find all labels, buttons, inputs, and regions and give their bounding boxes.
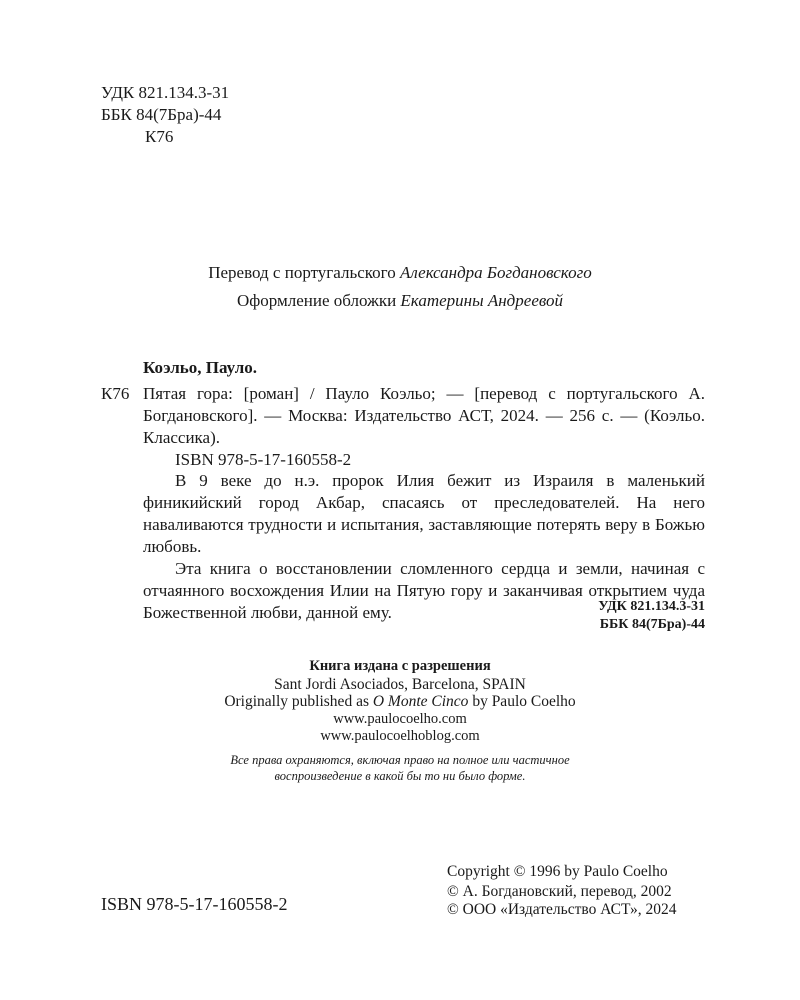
catalog-isbn: ISBN 978-5-17-160558-2 (175, 450, 352, 469)
blog-link: www.paulocoelhoblog.com (320, 728, 480, 744)
annotation-paragraph: Эта книга о восстановлении сломленного сердца и земли, начиная с отчаянного восхождения Илии на Пятую гору и заканчивая открытием чуда Божественной любви, данной ему. (143, 559, 705, 622)
all-rights-reserved (0, 752, 800, 784)
udk-code: УДК 821.134.3-31 (101, 83, 230, 102)
cover-designer-name: Екатерины Андреевой (400, 291, 564, 310)
catalog-udk: УДК 821.134.3-31 (598, 599, 705, 614)
cover-credit (0, 290, 800, 312)
all-rights-line: воспроизведение в какой бы то ни было форме. (274, 769, 526, 783)
original-title: O Monte Cinco (372, 693, 469, 710)
original-suffix: by Paulo Coelho (468, 693, 576, 710)
website-link: www.paulocoelho.com (333, 711, 467, 727)
catalog-author-heading: Коэльо, Пауло. (143, 358, 257, 377)
translation-prefix: Перевод с португальского (208, 263, 400, 282)
bbk-code: ББК 84(7Бра)-44 (101, 105, 222, 124)
author-mark: К76 (145, 127, 174, 146)
cover-prefix: Оформление обложки (236, 291, 401, 310)
annotation-paragraph: В 9 веке до н.э. пророк Илия бежит из Израиля в маленький финикийский город Акбар, спасаясь от преследователей. На него наваливаются трудности и испытания, заставляющие потерять веру в Божью любовь. (143, 471, 705, 556)
original-prefix: Originally published as (224, 693, 373, 710)
catalog-bbk: ББК 84(7Бра)-44 (599, 617, 705, 632)
copyright-line: Copyright © 1996 by Paulo Coelho (447, 863, 668, 880)
isbn-bottom: ISBN 978-5-17-160558-2 (101, 894, 288, 914)
copyright-line: © А. Богдановский, перевод, 2002 (447, 883, 672, 900)
translator-name: Александра Богдановского (399, 263, 592, 282)
original-publication (0, 692, 800, 711)
rights-title: Книга издана с разрешения (309, 658, 491, 674)
translation-credit (0, 262, 800, 284)
copyright-line: © ООО «Издательство АСТ», 2024 (447, 901, 677, 918)
rights-agency: Sant Jordi Asociados, Barcelona, SPAIN (274, 676, 526, 693)
catalog-author-mark: К76 (101, 384, 130, 403)
bibliographic-description: Пятая гора: [роман] / Пауло Коэльо; — [перевод с португальского А. Богдановского]. — Москва: Издательство АСТ, 2024. — 256 с. — (Коэльо. Классика). (143, 384, 705, 447)
all-rights-line: Все права охраняются, включая право на полное или частичное (230, 753, 570, 767)
